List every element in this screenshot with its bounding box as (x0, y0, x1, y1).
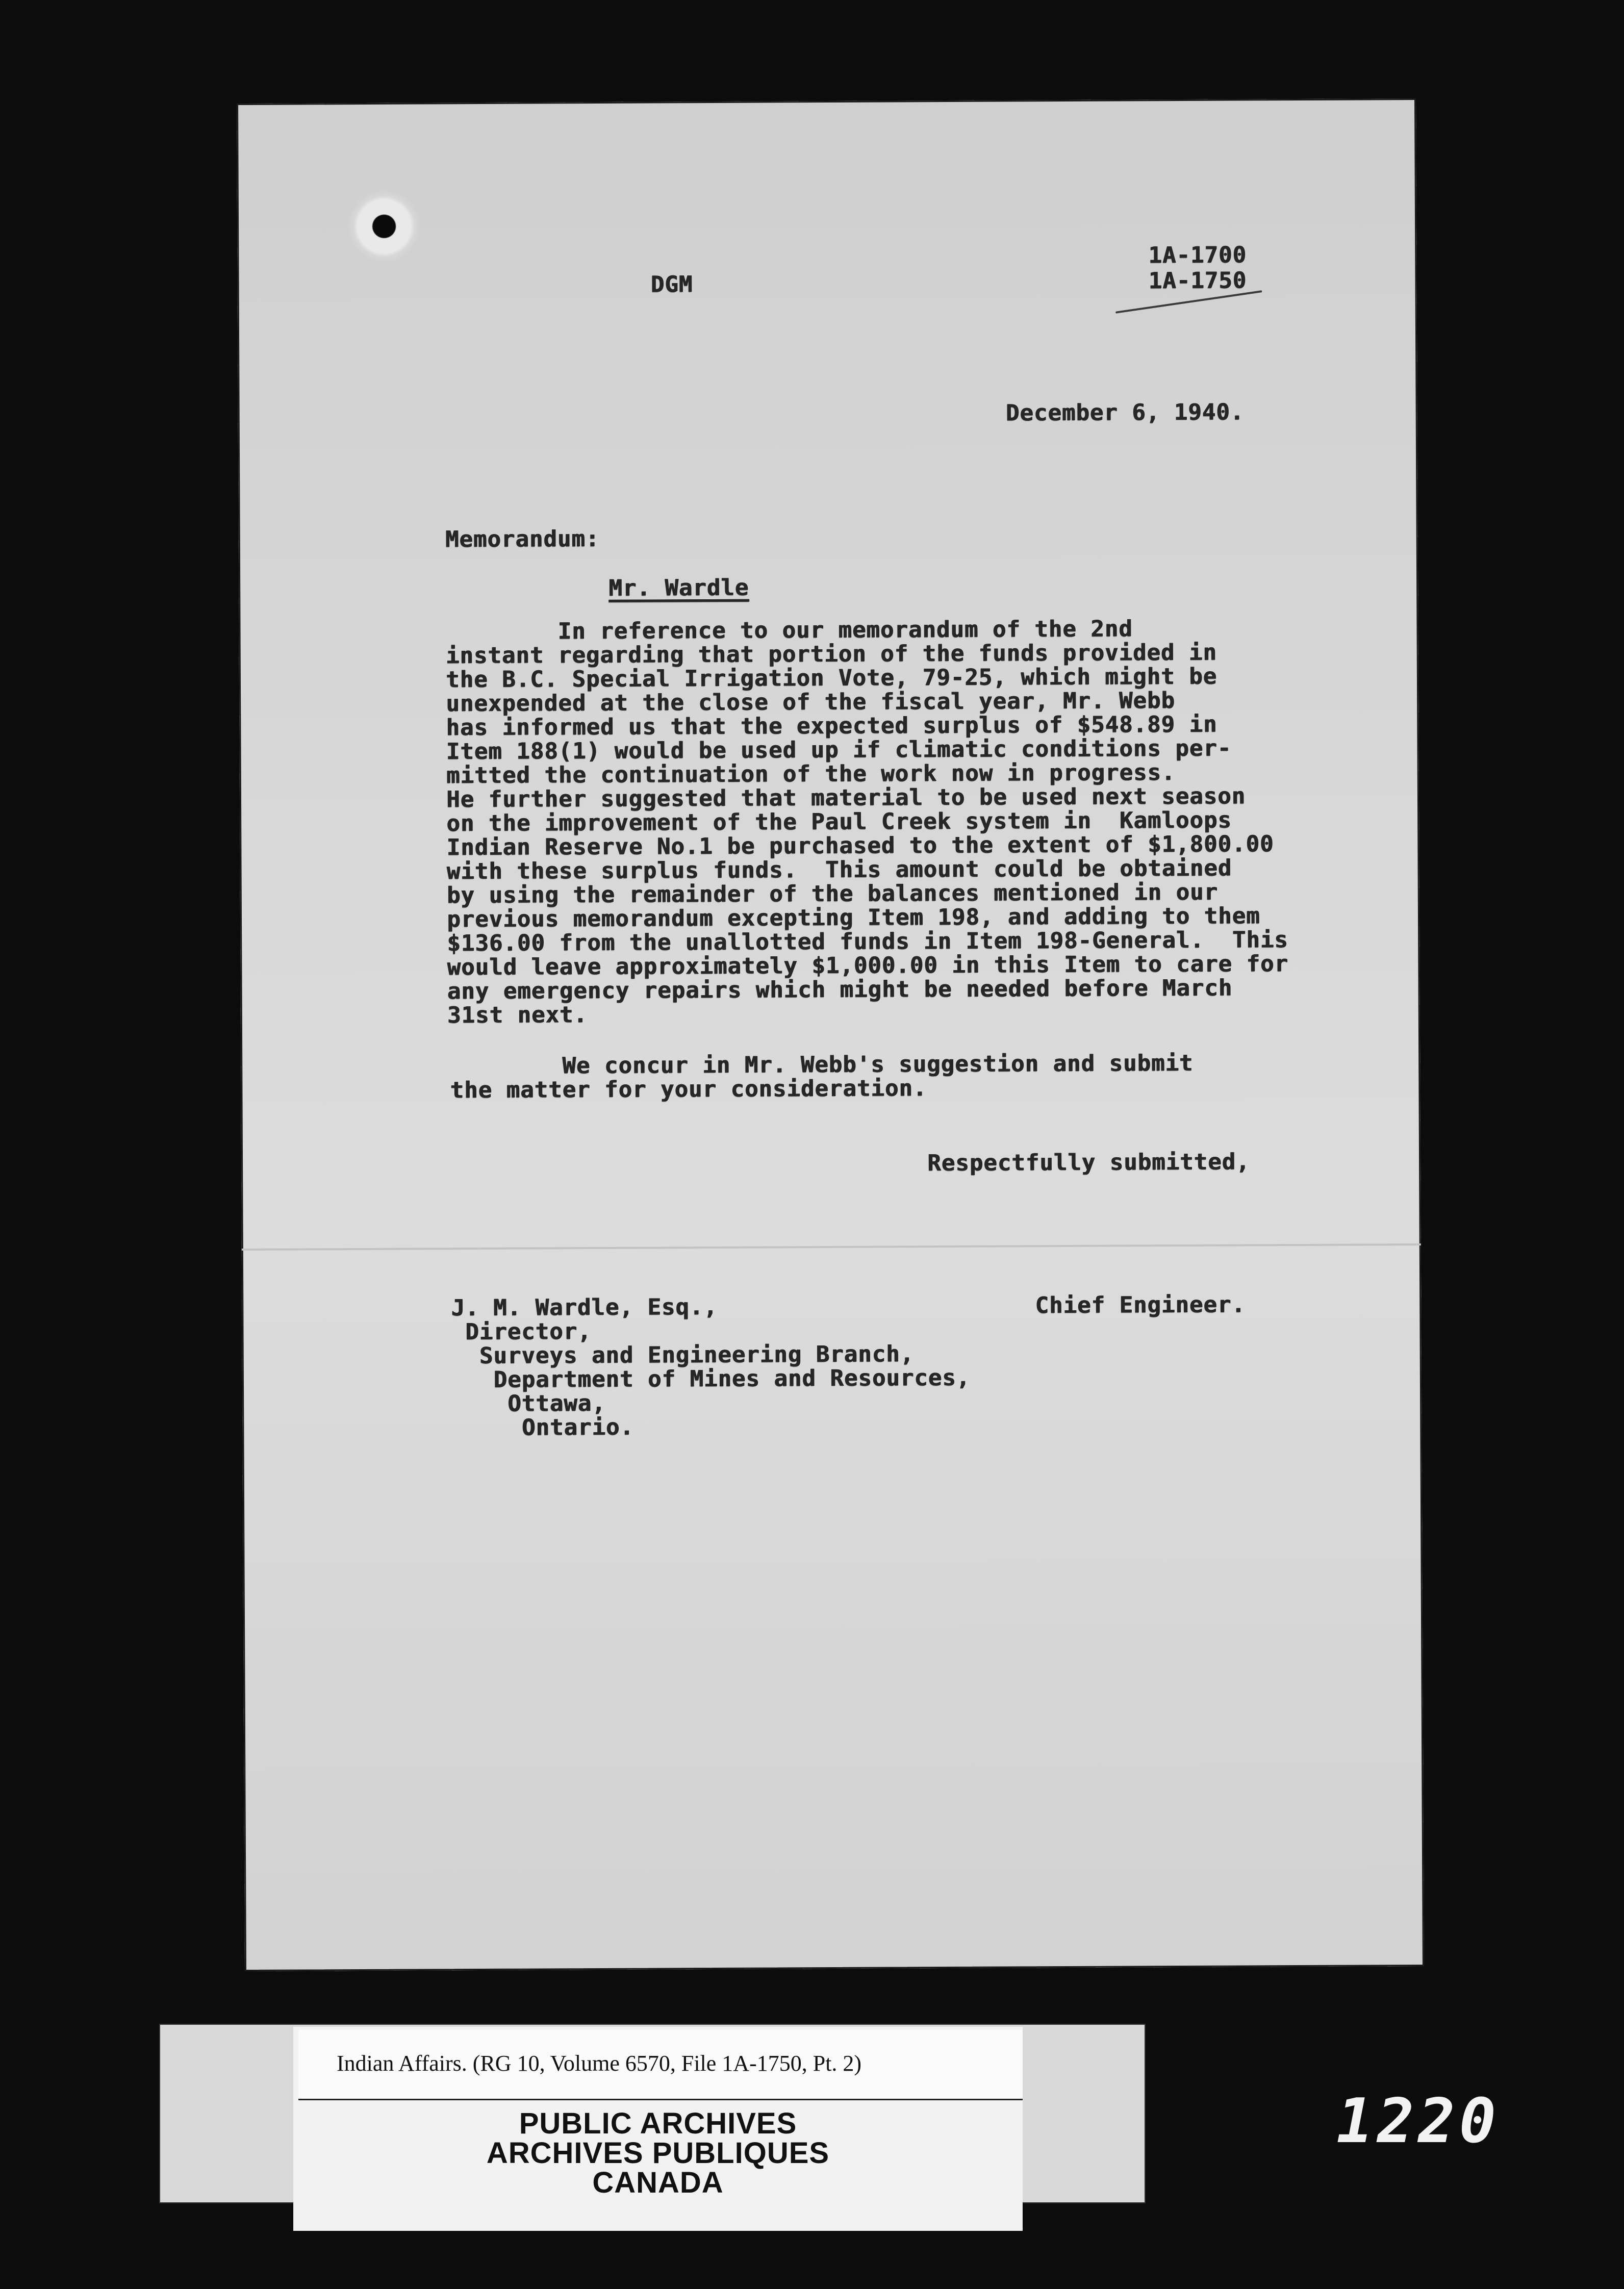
address-line: Director, (451, 1318, 592, 1345)
concur-line: We concur in Mr. Webb's suggestion and submit (450, 1050, 1194, 1080)
body-line: unexpended at the close of the fiscal year, Mr. Webb (446, 688, 1175, 717)
memo-addressee: Mr. Wardle (608, 574, 749, 601)
memo-initials: DGM (650, 271, 693, 298)
archive-reference-strip (298, 2030, 1023, 2100)
memo-concur (450, 1051, 1193, 1102)
punch-hole (348, 190, 420, 262)
body-line: has informed us that the expected surplus of $548.89 in (446, 711, 1217, 741)
body-line: 31st next. (447, 1002, 588, 1029)
page-fold (242, 1243, 1421, 1251)
document-page (237, 98, 1424, 1971)
body-line: the B.C. Special Irrigation Vote, 79-25, which might be (445, 663, 1217, 693)
memo-heading: Memorandum: (445, 525, 600, 553)
pen-mark (1115, 290, 1262, 314)
concur-line: the matter for your consideration. (450, 1075, 927, 1104)
archive-name-fr: ARCHIVES PUBLIQUES (486, 2137, 830, 2170)
address-line: Surveys and Engineering Branch, (451, 1341, 915, 1369)
body-line: In reference to our memorandum of the 2nd (445, 616, 1133, 645)
file-number-2: 1A-1750 (1148, 267, 1247, 294)
address-line: Ottawa, (451, 1390, 606, 1417)
archive-country: CANADA (592, 2166, 724, 2199)
memo-closing: Respectfully submitted, (927, 1149, 1250, 1177)
body-line: would leave approximately $1,000.00 in this Item to care for (447, 951, 1288, 981)
body-line: instant regarding that portion of the funds provided in (445, 639, 1217, 669)
body-line: by using the remainder of the balances mentioned in our (446, 879, 1218, 909)
body-line: $136.00 from the unallotted funds in Item 198-General. This (447, 927, 1288, 957)
recipient-address (451, 1294, 970, 1440)
body-line: Item 188(1) would be used up if climatic conditions per- (446, 735, 1232, 765)
body-line: on the improvement of the Paul Creek system in Kamloops (446, 807, 1232, 837)
memo-body (445, 616, 1288, 1027)
archive-name (293, 2109, 1023, 2198)
body-line: previous memorandum excepting Item 198, and adding to them (446, 903, 1260, 933)
body-line: He further suggested that material to be used next season (446, 783, 1246, 813)
body-line: mitted the continuation of the work now in progress. (446, 759, 1176, 789)
archive-reference: Indian Affairs. (RG 10, Volume 6570, File 1A-1750, Pt. 2) (337, 2051, 862, 2076)
body-line: any emergency repairs which might be needed before March (447, 975, 1233, 1005)
body-line: Indian Reserve No.1 be purchased to the extent of $1,800.00 (446, 831, 1274, 861)
body-line: with these surplus funds. This amount could be obtained (446, 855, 1232, 885)
frame-number: 1220 (1336, 2086, 1500, 2157)
signatory-title: Chief Engineer. (1035, 1291, 1246, 1319)
address-line: J. M. Wardle, Esq., (451, 1293, 718, 1321)
address-line: Ontario. (451, 1414, 634, 1441)
file-number-1: 1A-1700 (1148, 242, 1247, 269)
archive-name-en: PUBLIC ARCHIVES (519, 2107, 797, 2140)
address-line: Department of Mines and Resources, (451, 1364, 971, 1393)
memo-date: December 6, 1940. (1005, 399, 1245, 426)
